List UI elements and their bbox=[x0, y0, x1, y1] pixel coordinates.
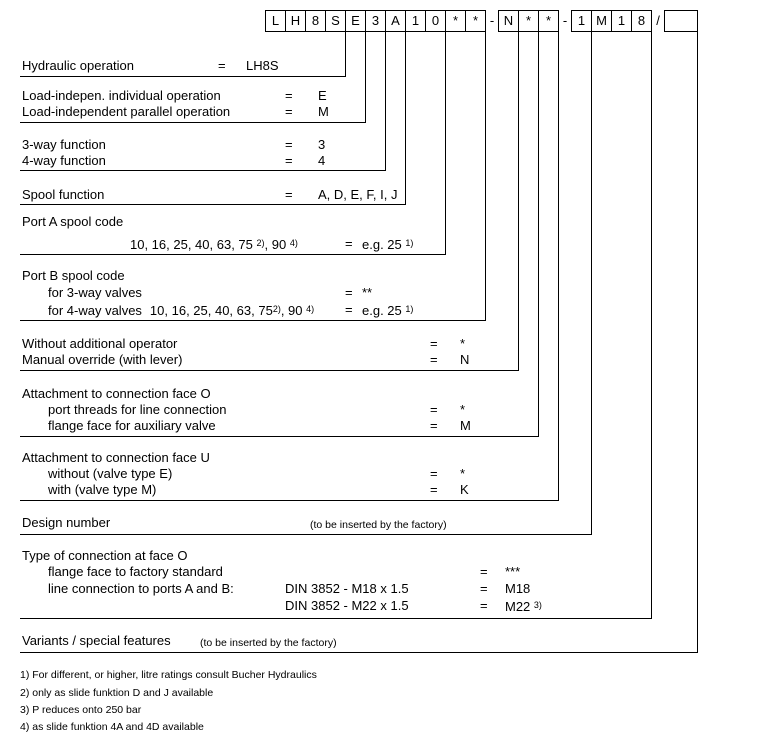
row11-din-m18: DIN 3852 - M18 x 1.5 bbox=[285, 581, 409, 596]
row6-label-3way: for 3-way valves bbox=[48, 285, 142, 300]
dash-separator: - bbox=[562, 13, 568, 28]
row11-m22: M22 bbox=[505, 599, 534, 614]
row5-example: e.g. 25 bbox=[362, 237, 406, 252]
row8-title: Attachment to connection face O bbox=[22, 386, 211, 401]
equals-sign: = bbox=[218, 58, 226, 73]
row8-value-2: M bbox=[460, 418, 471, 433]
row5-codes bbox=[130, 236, 298, 252]
code-cell: * bbox=[445, 10, 466, 32]
equals-sign: = bbox=[345, 302, 353, 317]
code-cell: 0 bbox=[425, 10, 446, 32]
ladder-underline bbox=[20, 618, 652, 619]
code-cell: * bbox=[538, 10, 559, 32]
ladder-riser bbox=[385, 32, 386, 171]
code-cell: S bbox=[325, 10, 346, 32]
equals-sign: = bbox=[345, 285, 353, 300]
footnote-marker-2: 2) bbox=[256, 238, 265, 248]
row2-label-1: Load-indepen. individual operation bbox=[22, 88, 221, 103]
ladder-riser bbox=[518, 32, 519, 371]
row11-title: Type of connection at face O bbox=[22, 548, 188, 563]
equals-sign: = bbox=[285, 88, 293, 103]
row6-value-3way: ** bbox=[362, 285, 373, 300]
footnote-marker-1: 1) bbox=[405, 238, 414, 248]
row6-title: Port B spool code bbox=[22, 268, 125, 283]
ladder-riser bbox=[365, 32, 366, 123]
equals-sign: = bbox=[285, 137, 293, 152]
row9-value-1: * bbox=[460, 466, 466, 481]
equals-sign: = bbox=[480, 598, 488, 613]
equals-sign: = bbox=[285, 187, 293, 202]
ladder-underline bbox=[20, 500, 559, 501]
code-cell: * bbox=[465, 10, 486, 32]
row11-value-2: M18 bbox=[505, 581, 531, 596]
row8-label-1: port threads for line connection bbox=[48, 402, 227, 417]
ladder-riser bbox=[485, 32, 486, 321]
footnote-marker-2: 2) bbox=[272, 304, 281, 314]
ladder-riser bbox=[651, 32, 652, 619]
ladder-underline bbox=[20, 436, 539, 437]
dash-separator: - bbox=[489, 13, 495, 28]
row3-label-2: 4-way function bbox=[22, 153, 106, 168]
row9-title: Attachment to connection face U bbox=[22, 450, 210, 465]
ladder-underline bbox=[20, 204, 406, 205]
equals-sign: = bbox=[430, 336, 438, 351]
code-cell: 3 bbox=[365, 10, 386, 32]
ladder-riser bbox=[345, 32, 346, 77]
equals-sign: = bbox=[430, 402, 438, 417]
ladder-underline bbox=[20, 534, 592, 535]
equals-sign: = bbox=[345, 236, 353, 251]
row10-factory-note: (to be inserted by the factory) bbox=[310, 519, 447, 531]
row5-title: Port A spool code bbox=[22, 214, 124, 229]
code-cell: M bbox=[591, 10, 612, 32]
code-cell: 1 bbox=[611, 10, 632, 32]
row7-value-2: N bbox=[460, 352, 470, 367]
code-cell: 1 bbox=[571, 10, 592, 32]
row11-label-2: line connection to ports A and B: bbox=[48, 581, 234, 596]
row10-label: Design number bbox=[22, 515, 111, 530]
row9-value-2: K bbox=[460, 482, 469, 497]
code-cell: 1 bbox=[405, 10, 426, 32]
code-cell: N bbox=[498, 10, 519, 32]
code-cell: 8 bbox=[305, 10, 326, 32]
footnote-2: 2) only as slide funktion D and J available bbox=[20, 687, 214, 699]
row5-codes-b: , 90 bbox=[264, 237, 290, 252]
equals-sign: = bbox=[430, 418, 438, 433]
row11-label-1: flange face to factory standard bbox=[48, 564, 223, 579]
equals-sign: = bbox=[480, 581, 488, 596]
ladder-underline bbox=[20, 122, 366, 123]
ladder-underline bbox=[20, 320, 486, 321]
equals-sign: = bbox=[285, 153, 293, 168]
ladder-underline bbox=[20, 76, 346, 77]
equals-sign: = bbox=[285, 104, 293, 119]
code-cell: L bbox=[265, 10, 286, 32]
footnote-marker-4: 4) bbox=[306, 304, 315, 314]
row5-value bbox=[362, 236, 413, 252]
row11-din-m22: DIN 3852 - M22 x 1.5 bbox=[285, 598, 409, 613]
row2-label-2: Load-independent parallel operation bbox=[22, 104, 231, 119]
row11-value-3 bbox=[505, 598, 542, 614]
row2-value-1: E bbox=[318, 88, 327, 103]
ladder-underline bbox=[20, 652, 698, 653]
ladder-underline bbox=[20, 254, 446, 255]
footnote-4: 4) as slide funktion 4A and 4D available bbox=[20, 721, 204, 733]
equals-sign: = bbox=[430, 352, 438, 367]
row11-value-1: *** bbox=[505, 564, 521, 579]
row2-value-2: M bbox=[318, 104, 329, 119]
ladder-underline bbox=[20, 370, 519, 371]
row9-label-2: with (valve type M) bbox=[48, 482, 157, 497]
slash-separator: / bbox=[656, 13, 660, 28]
footnote-marker-4: 4) bbox=[289, 238, 298, 248]
code-cell-blank bbox=[664, 10, 698, 32]
row1-value: LH8S bbox=[246, 58, 279, 73]
ladder-riser bbox=[445, 32, 446, 255]
row3-value-1: 3 bbox=[318, 137, 326, 152]
footnote-3: 3) P reduces onto 250 bar bbox=[20, 704, 142, 716]
footnote-marker-1: 1) bbox=[405, 304, 414, 314]
row7-label-1: Without additional operator bbox=[22, 336, 178, 351]
ladder-riser bbox=[405, 32, 406, 205]
row6-codes-a: 10, 16, 25, 40, 63, 75 bbox=[149, 303, 273, 318]
row12-factory-note: (to be inserted by the factory) bbox=[200, 637, 337, 649]
equals-sign: = bbox=[430, 466, 438, 481]
row6-value-4way bbox=[362, 302, 413, 318]
ladder-riser bbox=[538, 32, 539, 437]
row4-label: Spool function bbox=[22, 187, 105, 202]
equals-sign: = bbox=[430, 482, 438, 497]
row8-value-1: * bbox=[460, 402, 466, 417]
ladder-riser bbox=[697, 32, 698, 653]
equals-sign: = bbox=[480, 564, 488, 579]
row3-value-2: 4 bbox=[318, 153, 326, 168]
row7-value-1: * bbox=[460, 336, 466, 351]
row12-label: Variants / special features bbox=[22, 633, 171, 648]
ladder-underline bbox=[20, 170, 386, 171]
row3-label-1: 3-way function bbox=[22, 137, 106, 152]
ladder-riser bbox=[591, 32, 592, 535]
ladder-riser bbox=[558, 32, 559, 501]
row9-label-1: without (valve type E) bbox=[48, 466, 173, 481]
row4-value: A, D, E, F, I, J bbox=[318, 187, 398, 202]
code-cell: * bbox=[518, 10, 539, 32]
row8-label-2: flange face for auxiliary valve bbox=[48, 418, 216, 433]
row1-label: Hydraulic operation bbox=[22, 58, 135, 73]
code-cell: E bbox=[345, 10, 366, 32]
footnote-1: 1) For different, or higher, litre ratings consult Bucher Hydraulics bbox=[20, 669, 317, 681]
code-cell: 8 bbox=[631, 10, 652, 32]
row7-label-2: Manual override (with lever) bbox=[22, 352, 183, 367]
row6-codes-b: , 90 bbox=[280, 303, 307, 318]
row6-example: e.g. 25 bbox=[362, 303, 406, 318]
row6-line-4way bbox=[48, 302, 314, 318]
code-cell: H bbox=[285, 10, 306, 32]
row5-codes-a: 10, 16, 25, 40, 63, 75 bbox=[130, 237, 257, 252]
footnote-marker-3: 3) bbox=[533, 600, 542, 610]
code-cell: A bbox=[385, 10, 406, 32]
row6-label-4way: for 4-way valves bbox=[48, 303, 142, 318]
